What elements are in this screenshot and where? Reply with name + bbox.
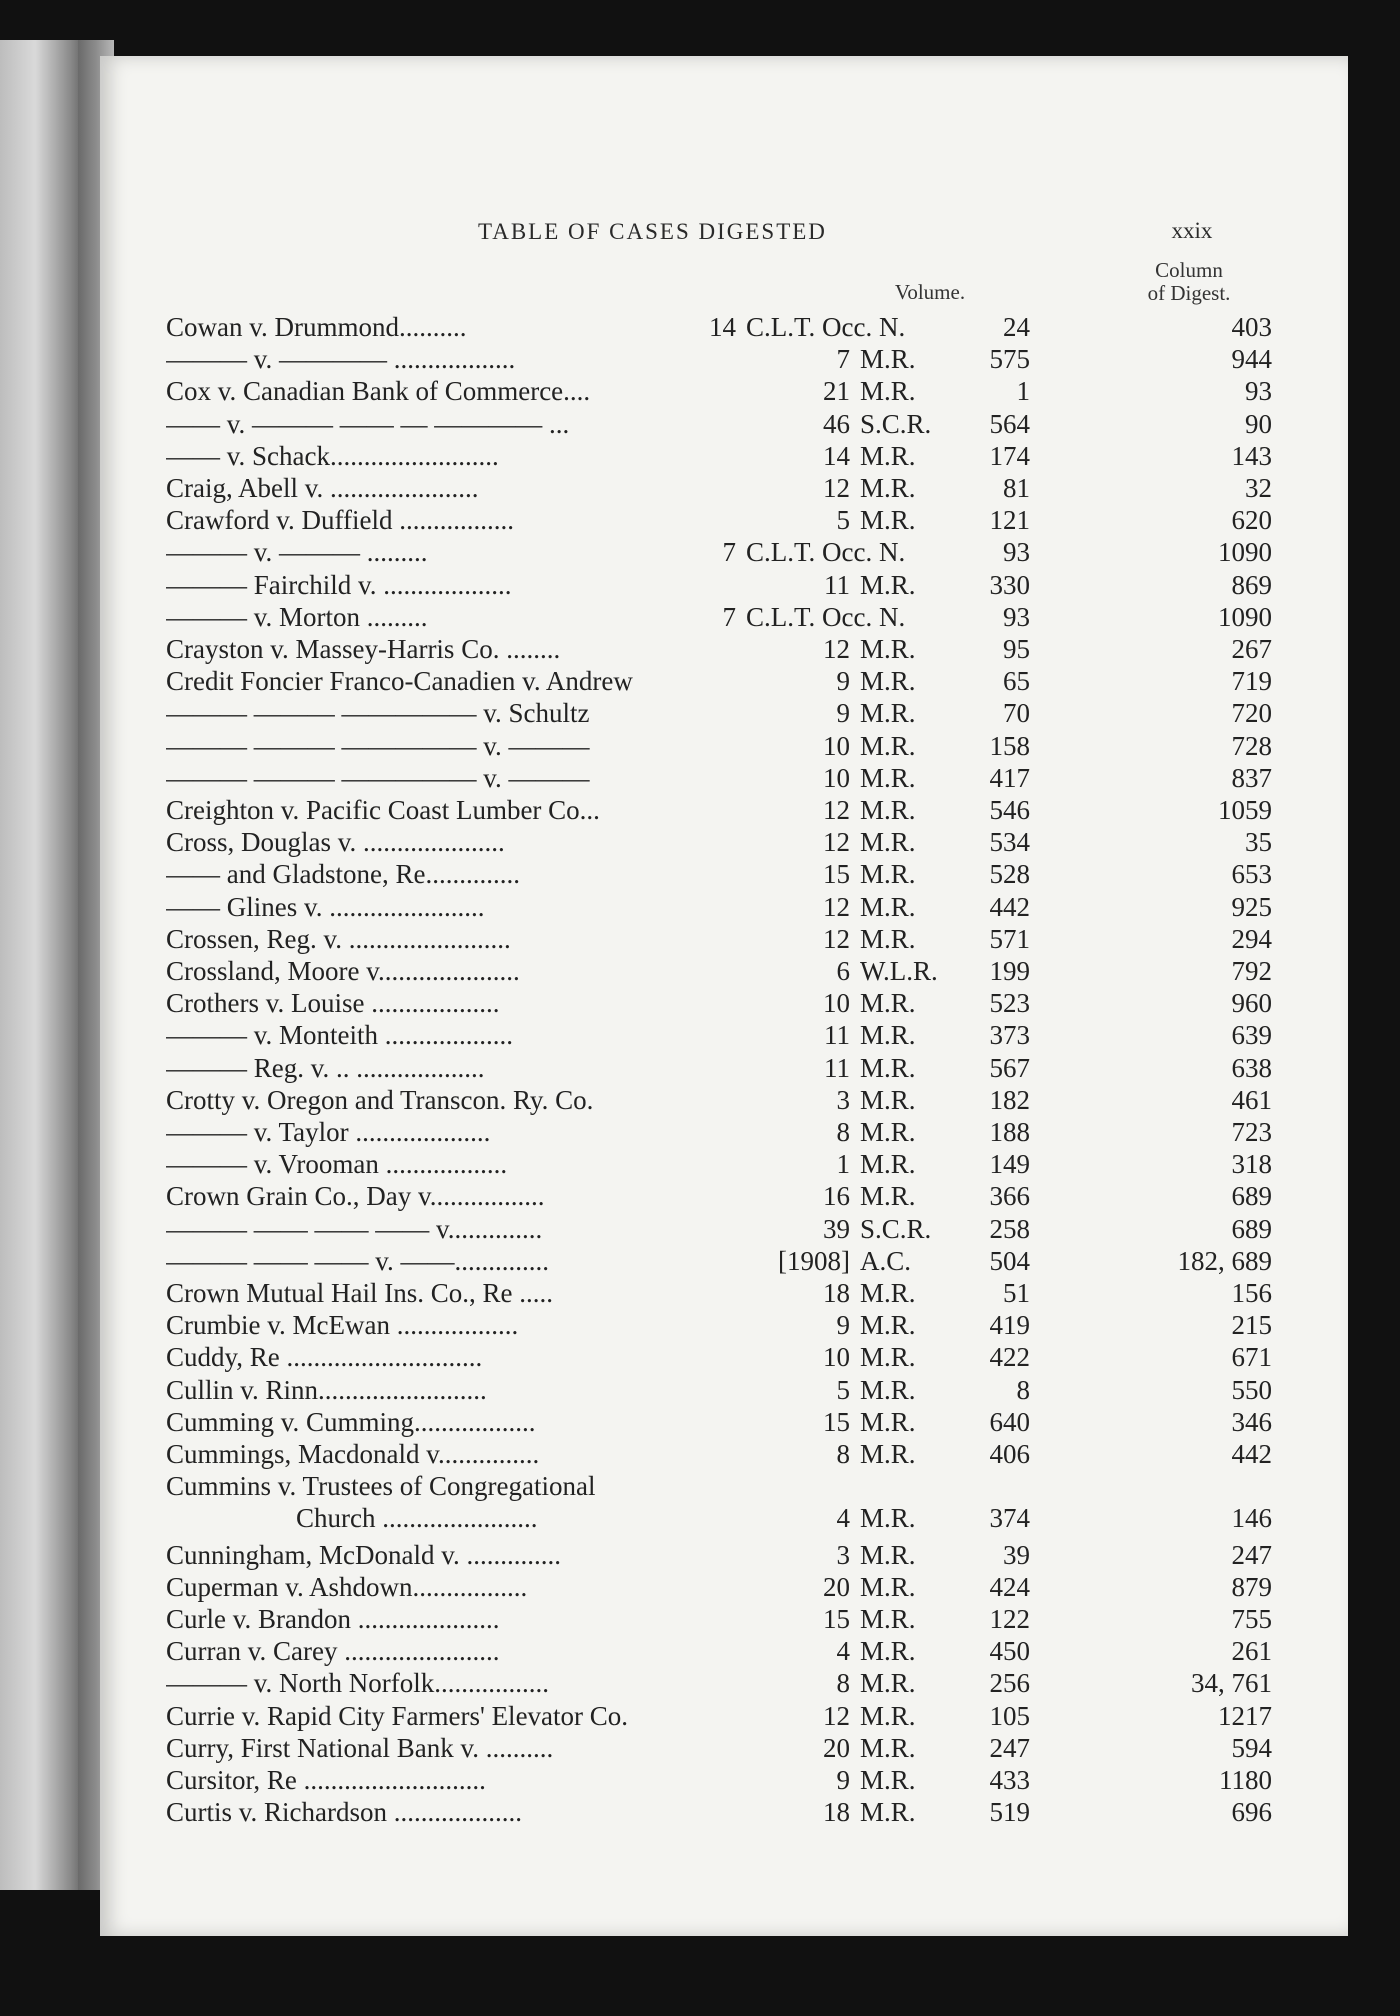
digest-column: 1180: [1219, 1765, 1272, 1795]
digest-column: 34, 761: [1191, 1668, 1272, 1699]
digest-column: 719: [1231, 666, 1272, 697]
volume-number: 14: [709, 312, 736, 342]
report-page: 8: [1016, 1374, 1030, 1405]
volume-number: 18: [823, 1278, 850, 1308]
case-name: Curry, First National Bank v. ..........: [166, 1732, 554, 1763]
volume-number: 9: [836, 698, 850, 729]
case-name: ——— v. Taylor ....................: [166, 1117, 491, 1147]
report-page: 406: [989, 1439, 1030, 1469]
table-row: [166, 827, 1276, 858]
report-page: 534: [989, 827, 1030, 858]
volume-number: 15: [823, 1406, 850, 1437]
digest-column: 728: [1231, 730, 1272, 761]
table-row: [166, 698, 1276, 729]
table-row: [166, 1668, 1276, 1699]
report-page: 330: [989, 569, 1030, 600]
volume-number: 21: [823, 376, 850, 407]
report-series: M.R.: [860, 1181, 916, 1212]
report-series: M.R.: [860, 1604, 916, 1634]
report-page: 122: [989, 1604, 1030, 1634]
digest-column: 156: [1231, 1278, 1272, 1308]
table-row: [166, 1540, 1276, 1571]
digest-heading-line-2: of Digest.: [1147, 281, 1231, 305]
volume-number: 9: [836, 1765, 850, 1795]
digest-column: 723: [1231, 1117, 1272, 1147]
volume-number: 7: [836, 344, 850, 375]
report-page: 442: [989, 891, 1030, 922]
table-row: [166, 763, 1276, 794]
volume-number: 4: [836, 1636, 850, 1667]
volume-number: 10: [823, 1342, 850, 1373]
table-row: [166, 537, 1276, 568]
report-series: M.R.: [860, 376, 916, 407]
volume-number: 11: [824, 1052, 850, 1083]
report-series: S.C.R.: [860, 1213, 932, 1244]
volume-column-heading: Volume.: [894, 280, 966, 304]
case-name: Curle v. Brandon .....................: [166, 1604, 500, 1634]
report-series: M.R.: [860, 1700, 916, 1731]
volume-number: 12: [823, 923, 850, 954]
report-series: M.R.: [860, 1374, 916, 1405]
table-row: [166, 1636, 1276, 1667]
table-row: [166, 312, 1276, 343]
report-page: 188: [989, 1117, 1030, 1147]
case-name: Cullin v. Rinn.........................: [166, 1374, 487, 1405]
report-page: 528: [989, 859, 1030, 890]
digest-column: 550: [1231, 1374, 1272, 1405]
report-page: 433: [989, 1765, 1030, 1795]
table-row: [166, 666, 1276, 697]
case-name: ——— v. ———— ..................: [166, 344, 516, 375]
page-number: xxix: [1171, 218, 1213, 243]
case-name: Cummins v. Trustees of Congregational: [166, 1471, 596, 1502]
case-name: Crossen, Reg. v. ........................: [166, 923, 511, 954]
digest-column: 294: [1231, 923, 1272, 954]
case-name: —— v. Schack.........................: [166, 440, 499, 471]
table-row: [166, 1085, 1276, 1116]
report-page: 158: [989, 730, 1030, 761]
digest-column: 461: [1231, 1084, 1272, 1115]
table-row: [166, 1503, 1276, 1534]
report-series: M.R.: [860, 1278, 916, 1308]
report-series: M.R.: [860, 795, 916, 825]
table-row: [166, 1375, 1276, 1406]
report-series: M.R.: [860, 1149, 916, 1180]
report-series: S.C.R.: [860, 408, 932, 439]
report-page: 564: [989, 408, 1030, 439]
table-row: [166, 1149, 1276, 1180]
digest-column: 638: [1231, 1052, 1272, 1083]
digest-column: 720: [1231, 698, 1272, 729]
case-name: Cumming v. Cumming..................: [166, 1406, 536, 1437]
case-name: —— Glines v. .......................: [166, 891, 485, 922]
report-page: 523: [989, 988, 1030, 1019]
report-page: 373: [989, 1020, 1030, 1051]
report-series: M.R.: [860, 1765, 916, 1795]
table-row: [166, 1181, 1276, 1212]
case-name: Creighton v. Pacific Coast Lumber Co...: [166, 795, 600, 825]
report-series: M.R.: [860, 988, 916, 1019]
digest-column: 755: [1231, 1604, 1272, 1634]
table-row: [166, 1439, 1276, 1470]
volume-number: 10: [823, 988, 850, 1019]
report-series: M.R.: [860, 698, 916, 729]
volume-number: 46: [823, 408, 850, 439]
volume-number: 20: [823, 1571, 850, 1602]
volume-number: 12: [823, 795, 850, 825]
digest-column: 90: [1245, 408, 1272, 439]
digest-column: 346: [1231, 1406, 1272, 1437]
report-page: 182: [989, 1084, 1030, 1115]
case-name: Crossland, Moore v.....................: [166, 956, 520, 986]
case-name: Cummings, Macdonald v...............: [166, 1439, 540, 1469]
report-page: 640: [989, 1406, 1030, 1437]
table-row: [166, 1733, 1276, 1764]
volume-number: 7: [722, 601, 736, 632]
digest-column: 1217: [1218, 1700, 1272, 1731]
case-name: Cuddy, Re .............................: [166, 1342, 483, 1373]
digest-column: 93: [1245, 376, 1272, 407]
report-page: 24: [1003, 312, 1030, 342]
report-page: 450: [989, 1636, 1030, 1667]
table-row: [166, 1020, 1276, 1051]
table-row: [166, 570, 1276, 601]
case-name: ——— ——— ————— v. ———: [166, 730, 590, 761]
table-row: [166, 376, 1276, 407]
table-row: [166, 1701, 1276, 1732]
volume-number: 18: [823, 1797, 850, 1828]
table-row: [166, 1407, 1276, 1438]
report-series: M.R.: [860, 1406, 916, 1437]
report-series: M.R.: [860, 1084, 916, 1115]
case-name: —— and Gladstone, Re..............: [166, 859, 520, 890]
report-series: M.R.: [860, 1636, 916, 1667]
digest-column: 653: [1231, 859, 1272, 890]
digest-column: 925: [1231, 891, 1272, 922]
report-page: 575: [989, 344, 1030, 375]
table-row: [166, 988, 1276, 1019]
report-page: 422: [989, 1342, 1030, 1373]
case-name: Cox v. Canadian Bank of Commerce....: [166, 376, 591, 407]
digest-column: 671: [1231, 1342, 1272, 1373]
report-series: M.R.: [860, 1117, 916, 1147]
table-row: [166, 409, 1276, 440]
digest-column-heading: [1114, 259, 1264, 305]
case-name: Cunningham, McDonald v. ..............: [166, 1539, 561, 1570]
volume-number: 14: [823, 440, 850, 471]
report-series: M.R.: [860, 1539, 916, 1570]
report-series: M.R.: [860, 1571, 916, 1602]
table-row: [166, 505, 1276, 536]
report-series: M.R.: [860, 923, 916, 954]
report-series: C.L.T. Occ. N.: [746, 537, 906, 568]
report-series: M.R.: [860, 891, 916, 922]
report-series: M.R.: [860, 1668, 916, 1699]
report-series: M.R.: [860, 1732, 916, 1763]
volume-number: 6: [836, 956, 850, 986]
report-page: 199: [989, 956, 1030, 986]
digest-column: 837: [1231, 762, 1272, 793]
case-name: ——— v. ——— .........: [166, 537, 428, 568]
running-head: TABLE OF CASES DIGESTED: [478, 219, 827, 244]
report-page: 519: [989, 1797, 1030, 1828]
report-series: M.R.: [860, 505, 916, 536]
table-row: [166, 1604, 1276, 1635]
report-page: 93: [1003, 537, 1030, 568]
digest-column: 267: [1231, 634, 1272, 664]
table-row: [166, 731, 1276, 762]
digest-column: 32: [1245, 473, 1272, 503]
report-series: M.R.: [860, 440, 916, 471]
report-page: 417: [989, 762, 1030, 793]
volume-number: 7: [722, 537, 736, 568]
volume-number: [1908]: [778, 1245, 850, 1276]
report-series: M.R.: [860, 730, 916, 761]
report-page: 95: [1003, 634, 1030, 664]
digest-column: 639: [1231, 1020, 1272, 1051]
digest-column: 960: [1231, 988, 1272, 1019]
volume-number: 12: [823, 473, 850, 503]
case-name: Crothers v. Louise ...................: [166, 988, 500, 1019]
digest-column: 215: [1231, 1310, 1272, 1341]
report-page: 419: [989, 1310, 1030, 1341]
volume-number: 1: [836, 1149, 850, 1180]
report-page: 567: [989, 1052, 1030, 1083]
report-page: 51: [1003, 1278, 1030, 1308]
volume-number: 11: [824, 1020, 850, 1051]
report-series: C.L.T. Occ. N.: [746, 601, 906, 632]
volume-number: 8: [836, 1668, 850, 1699]
case-name: Curtis v. Richardson ...................: [166, 1797, 522, 1828]
case-name: ——— Reg. v. .. ...................: [166, 1052, 485, 1083]
digest-column: 620: [1231, 505, 1272, 536]
previous-page-edge: [0, 40, 88, 1890]
report-series: M.R.: [860, 473, 916, 503]
case-name: Crayston v. Massey-Harris Co. ........: [166, 634, 561, 664]
digest-column: 689: [1231, 1181, 1272, 1212]
digest-column: 1059: [1218, 795, 1272, 825]
table-row: [166, 1342, 1276, 1373]
volume-number: 10: [823, 762, 850, 793]
report-series: A.C.: [860, 1245, 912, 1276]
case-name: Church .......................: [296, 1503, 538, 1534]
volume-number: 39: [823, 1213, 850, 1244]
case-name: ——— v. Vrooman ..................: [166, 1149, 508, 1180]
digest-column: 792: [1231, 956, 1272, 986]
digest-column: 403: [1231, 312, 1272, 342]
report-page: 366: [989, 1181, 1030, 1212]
table-row: [166, 956, 1276, 987]
volume-number: 4: [836, 1503, 850, 1534]
report-series: C.L.T. Occ. N.: [746, 312, 906, 342]
report-series: M.R.: [860, 666, 916, 697]
digest-column: 1090: [1218, 601, 1272, 632]
volume-number: 9: [836, 666, 850, 697]
report-series: M.R.: [860, 859, 916, 890]
volume-number: 8: [836, 1117, 850, 1147]
case-name: ——— —— —— —— v..............: [166, 1213, 543, 1244]
digest-column: 689: [1231, 1213, 1272, 1244]
report-page: 374: [989, 1503, 1030, 1534]
table-row: [166, 1765, 1276, 1796]
table-row: [166, 1572, 1276, 1603]
report-page: 39: [1003, 1539, 1030, 1570]
case-name: ——— v. Morton .........: [166, 601, 428, 632]
case-name: Crotty v. Oregon and Transcon. Ry. Co.: [166, 1084, 594, 1115]
volume-number: 10: [823, 730, 850, 761]
volume-number: 12: [823, 1700, 850, 1731]
report-page: 424: [989, 1571, 1030, 1602]
case-name: Cowan v. Drummond..........: [166, 312, 467, 342]
report-series: M.R.: [860, 1052, 916, 1083]
digest-column: 442: [1231, 1439, 1272, 1469]
case-name: Crown Mutual Hail Ins. Co., Re .....: [166, 1278, 553, 1308]
table-row: [166, 859, 1276, 890]
table-row: [166, 1310, 1276, 1341]
table-row: [166, 795, 1276, 826]
case-name: Credit Foncier Franco-Canadien v. Andrew: [166, 666, 633, 697]
table-row: [166, 344, 1276, 375]
digest-column: 1090: [1218, 537, 1272, 568]
case-name: Crawford v. Duffield .................: [166, 505, 514, 536]
digest-column: 182, 689: [1177, 1245, 1272, 1276]
table-row: [166, 1214, 1276, 1245]
case-name: Crumbie v. McEwan ..................: [166, 1310, 519, 1341]
volume-number: 12: [823, 891, 850, 922]
case-name: Cross, Douglas v. .....................: [166, 827, 505, 858]
report-series: M.R.: [860, 1342, 916, 1373]
case-name: Cursitor, Re ...........................: [166, 1765, 486, 1795]
volume-number: 15: [823, 1604, 850, 1634]
book-page: [100, 56, 1348, 1936]
table-row: [166, 1278, 1276, 1309]
report-series: M.R.: [860, 1020, 916, 1051]
digest-column: 594: [1231, 1732, 1272, 1763]
table-row: [166, 1471, 1276, 1502]
report-series: M.R.: [860, 344, 916, 375]
report-page: 149: [989, 1149, 1030, 1180]
digest-column: 146: [1231, 1503, 1272, 1534]
report-page: 174: [989, 440, 1030, 471]
digest-heading-line-1: Column: [1155, 258, 1223, 282]
report-page: 105: [989, 1700, 1030, 1731]
digest-column: 247: [1231, 1539, 1272, 1570]
case-name: —— v. ——— —— — ———— ...: [166, 408, 570, 439]
table-row: [166, 473, 1276, 504]
digest-column: 143: [1231, 440, 1272, 471]
report-series: M.R.: [860, 1797, 916, 1828]
report-series: M.R.: [860, 634, 916, 664]
case-name: ——— ——— ————— v. Schultz: [166, 698, 590, 729]
case-name: ——— —— —— v. ——..............: [166, 1245, 549, 1276]
volume-number: 12: [823, 634, 850, 664]
case-name: Currie v. Rapid City Farmers' Elevator Co.: [166, 1700, 629, 1731]
table-row: [166, 634, 1276, 665]
report-series: M.R.: [860, 1439, 916, 1469]
report-page: 121: [989, 505, 1030, 536]
report-series: M.R.: [860, 1503, 916, 1534]
report-series: W.L.R.: [860, 956, 938, 986]
digest-column: 35: [1245, 827, 1272, 858]
report-series: M.R.: [860, 827, 916, 858]
table-row: [166, 892, 1276, 923]
table-row: [166, 924, 1276, 955]
volume-number: 12: [823, 827, 850, 858]
volume-number: 20: [823, 1732, 850, 1763]
table-row: [166, 1117, 1276, 1148]
volume-number: 9: [836, 1310, 850, 1341]
volume-number: 5: [836, 1374, 850, 1405]
report-page: 571: [989, 923, 1030, 954]
report-page: 546: [989, 795, 1030, 825]
digest-column: 318: [1231, 1149, 1272, 1180]
case-name: Cuperman v. Ashdown.................: [166, 1571, 528, 1602]
digest-column: 879: [1231, 1571, 1272, 1602]
report-page: 504: [989, 1245, 1030, 1276]
volume-number: 3: [836, 1084, 850, 1115]
report-page: 258: [989, 1213, 1030, 1244]
digest-column: 261: [1231, 1636, 1272, 1667]
volume-number: 8: [836, 1439, 850, 1469]
volume-number: 3: [836, 1539, 850, 1570]
report-series: M.R.: [860, 762, 916, 793]
table-row: [166, 441, 1276, 472]
volume-number: 16: [823, 1181, 850, 1212]
case-name: Craig, Abell v. ......................: [166, 473, 479, 503]
report-page: 70: [1003, 698, 1030, 729]
case-name: ——— Fairchild v. ...................: [166, 569, 512, 600]
report-page: 256: [989, 1668, 1030, 1699]
volume-number: 5: [836, 505, 850, 536]
report-series: M.R.: [860, 569, 916, 600]
table-row: [166, 1797, 1276, 1828]
digest-column: 944: [1231, 344, 1272, 375]
report-page: 65: [1003, 666, 1030, 697]
table-row: [166, 1053, 1276, 1084]
digest-column: 869: [1231, 569, 1272, 600]
case-name: ——— v. Monteith ...................: [166, 1020, 513, 1051]
volume-number: 15: [823, 859, 850, 890]
case-name: ——— v. North Norfolk.................: [166, 1668, 549, 1699]
digest-column: 696: [1231, 1797, 1272, 1828]
table-row: [166, 602, 1276, 633]
case-name: Curran v. Carey .......................: [166, 1636, 500, 1667]
volume-number: 11: [824, 569, 850, 600]
report-series: M.R.: [860, 1310, 916, 1341]
report-page: 81: [1003, 473, 1030, 503]
table-row: [166, 1246, 1276, 1277]
report-page: 247: [989, 1732, 1030, 1763]
report-page: 1: [1016, 376, 1030, 407]
case-name: ——— ——— ————— v. ———: [166, 762, 590, 793]
case-name: Crown Grain Co., Day v.................: [166, 1181, 545, 1212]
report-page: 93: [1003, 601, 1030, 632]
